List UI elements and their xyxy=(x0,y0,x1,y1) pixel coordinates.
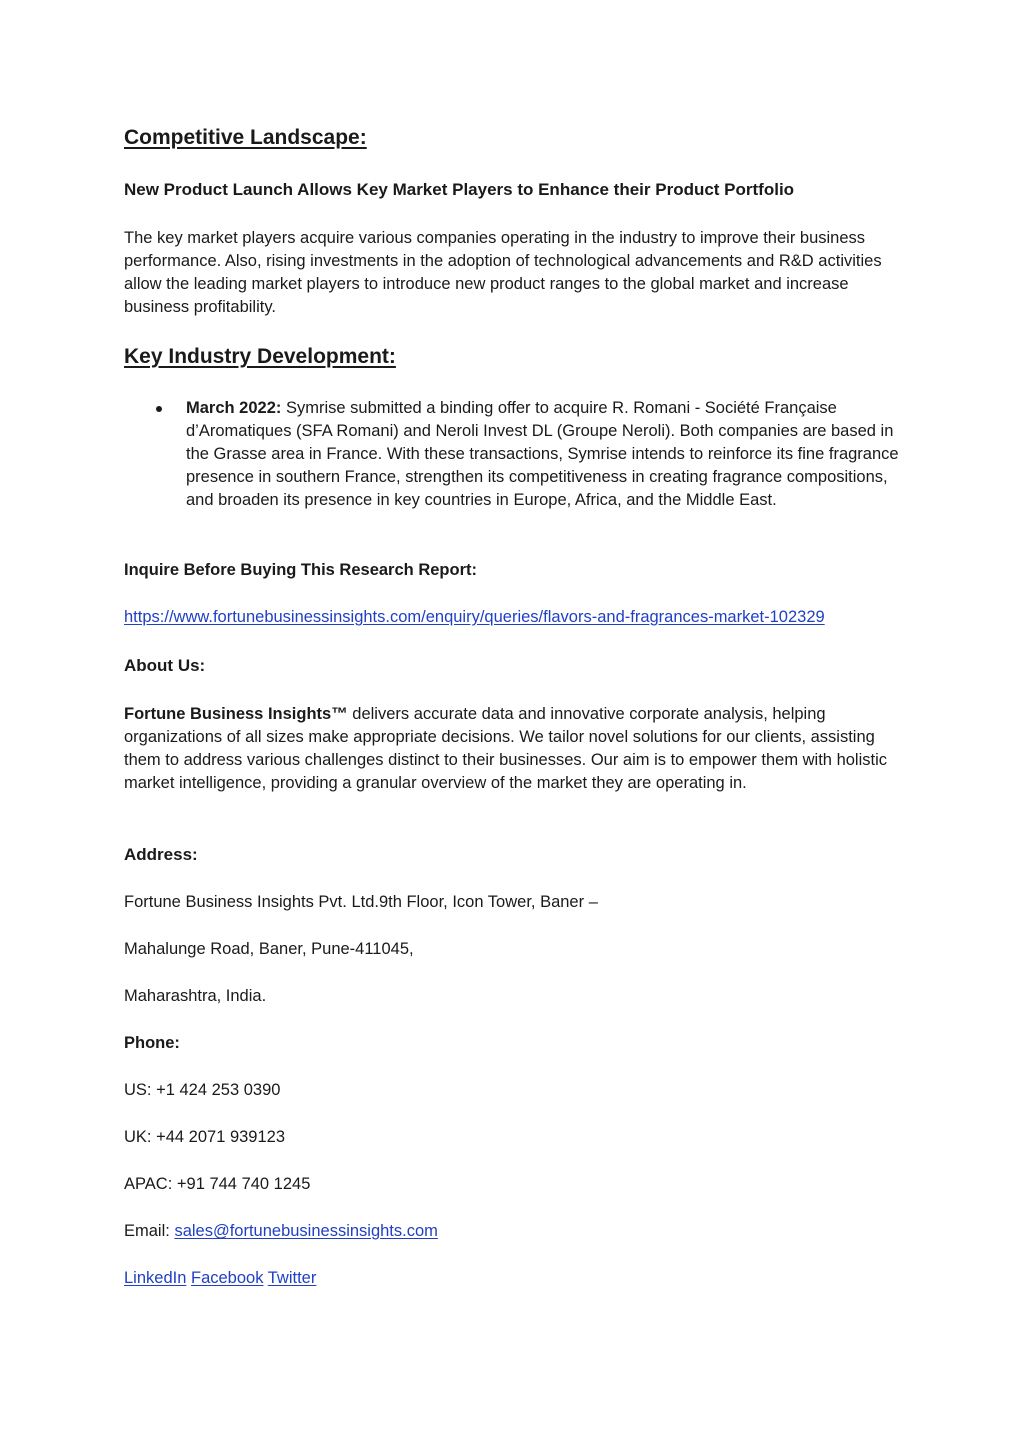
address-line-3: Maharashtra, India. xyxy=(124,987,267,1005)
inquire-label: Inquire Before Buying This Research Report: xyxy=(124,561,477,579)
inquire-link-wrap xyxy=(124,608,825,627)
email-line xyxy=(124,1222,438,1241)
phone-us: US: +1 424 253 0390 xyxy=(124,1081,281,1099)
email-link[interactable]: sales@fortunebusinessinsights.com xyxy=(174,1222,438,1240)
address-heading: Address: xyxy=(124,845,198,864)
about-us-paragraph xyxy=(124,703,899,795)
phone-heading: Phone: xyxy=(124,1034,180,1052)
inquire-link[interactable]: https://www.fortunebusinessinsights.com/enquiry/queries/flavors-and-fragrances-market-102329 xyxy=(124,608,825,626)
linkedin-link[interactable]: LinkedIn xyxy=(124,1269,187,1287)
competitive-landscape-heading: Competitive Landscape: xyxy=(124,126,367,149)
development-item-date: March 2022: xyxy=(186,399,282,417)
social-links xyxy=(124,1269,316,1288)
email-label: Email: xyxy=(124,1222,175,1240)
twitter-link[interactable]: Twitter xyxy=(267,1269,317,1287)
key-industry-development-heading: Key Industry Development: xyxy=(124,345,396,368)
about-company-name: Fortune Business Insights™ xyxy=(124,705,348,723)
about-us-text: delivers accurate data and innovative corporate analysis, helping organizations of all sizes make appropriate decisions. We tailor novel solutions for our clients, assisting them to address various challenges distinct to their businesses. Our aim is to empower them with holistic market intelligence, providing a granular overview of the market they are operating in. xyxy=(124,705,888,792)
competitive-subheading: New Product Launch Allows Key Market Players to Enhance their Product Portfolio xyxy=(124,180,795,199)
facebook-link[interactable]: Facebook xyxy=(190,1269,264,1287)
address-line-2: Mahalunge Road, Baner, Pune-411045, xyxy=(124,940,414,958)
development-item-text xyxy=(186,397,904,512)
phone-apac: APAC: +91 744 740 1245 xyxy=(124,1175,311,1193)
about-us-heading: About Us: xyxy=(124,656,206,675)
competitive-paragraph: The key market players acquire various companies operating in the industry to improve their business performance. Also, rising investments in the adoption of technological advancements and R&D activities allow the leading market players to introduce new product ranges to the global market and increase business profitability. xyxy=(124,229,882,316)
phone-uk: UK: +44 2071 939123 xyxy=(124,1128,286,1146)
bullet-icon xyxy=(156,406,162,412)
address-line-1: Fortune Business Insights Pvt. Ltd.9th Floor, Icon Tower, Baner – xyxy=(124,893,598,911)
development-item-body: Symrise submitted a binding offer to acquire R. Romani - Société Française d’Aromatiques (SFA Romani) and Neroli Invest DL (Groupe Neroli). Both companies are based in the Grasse area in France. With these transactions, Symrise intends to reinforce its fine fragrance presence in southern France, strengthen its competitiveness in creating fragrance compositions, and broaden its presence in key countries in Europe, Africa, and the Middle East. xyxy=(186,399,899,509)
